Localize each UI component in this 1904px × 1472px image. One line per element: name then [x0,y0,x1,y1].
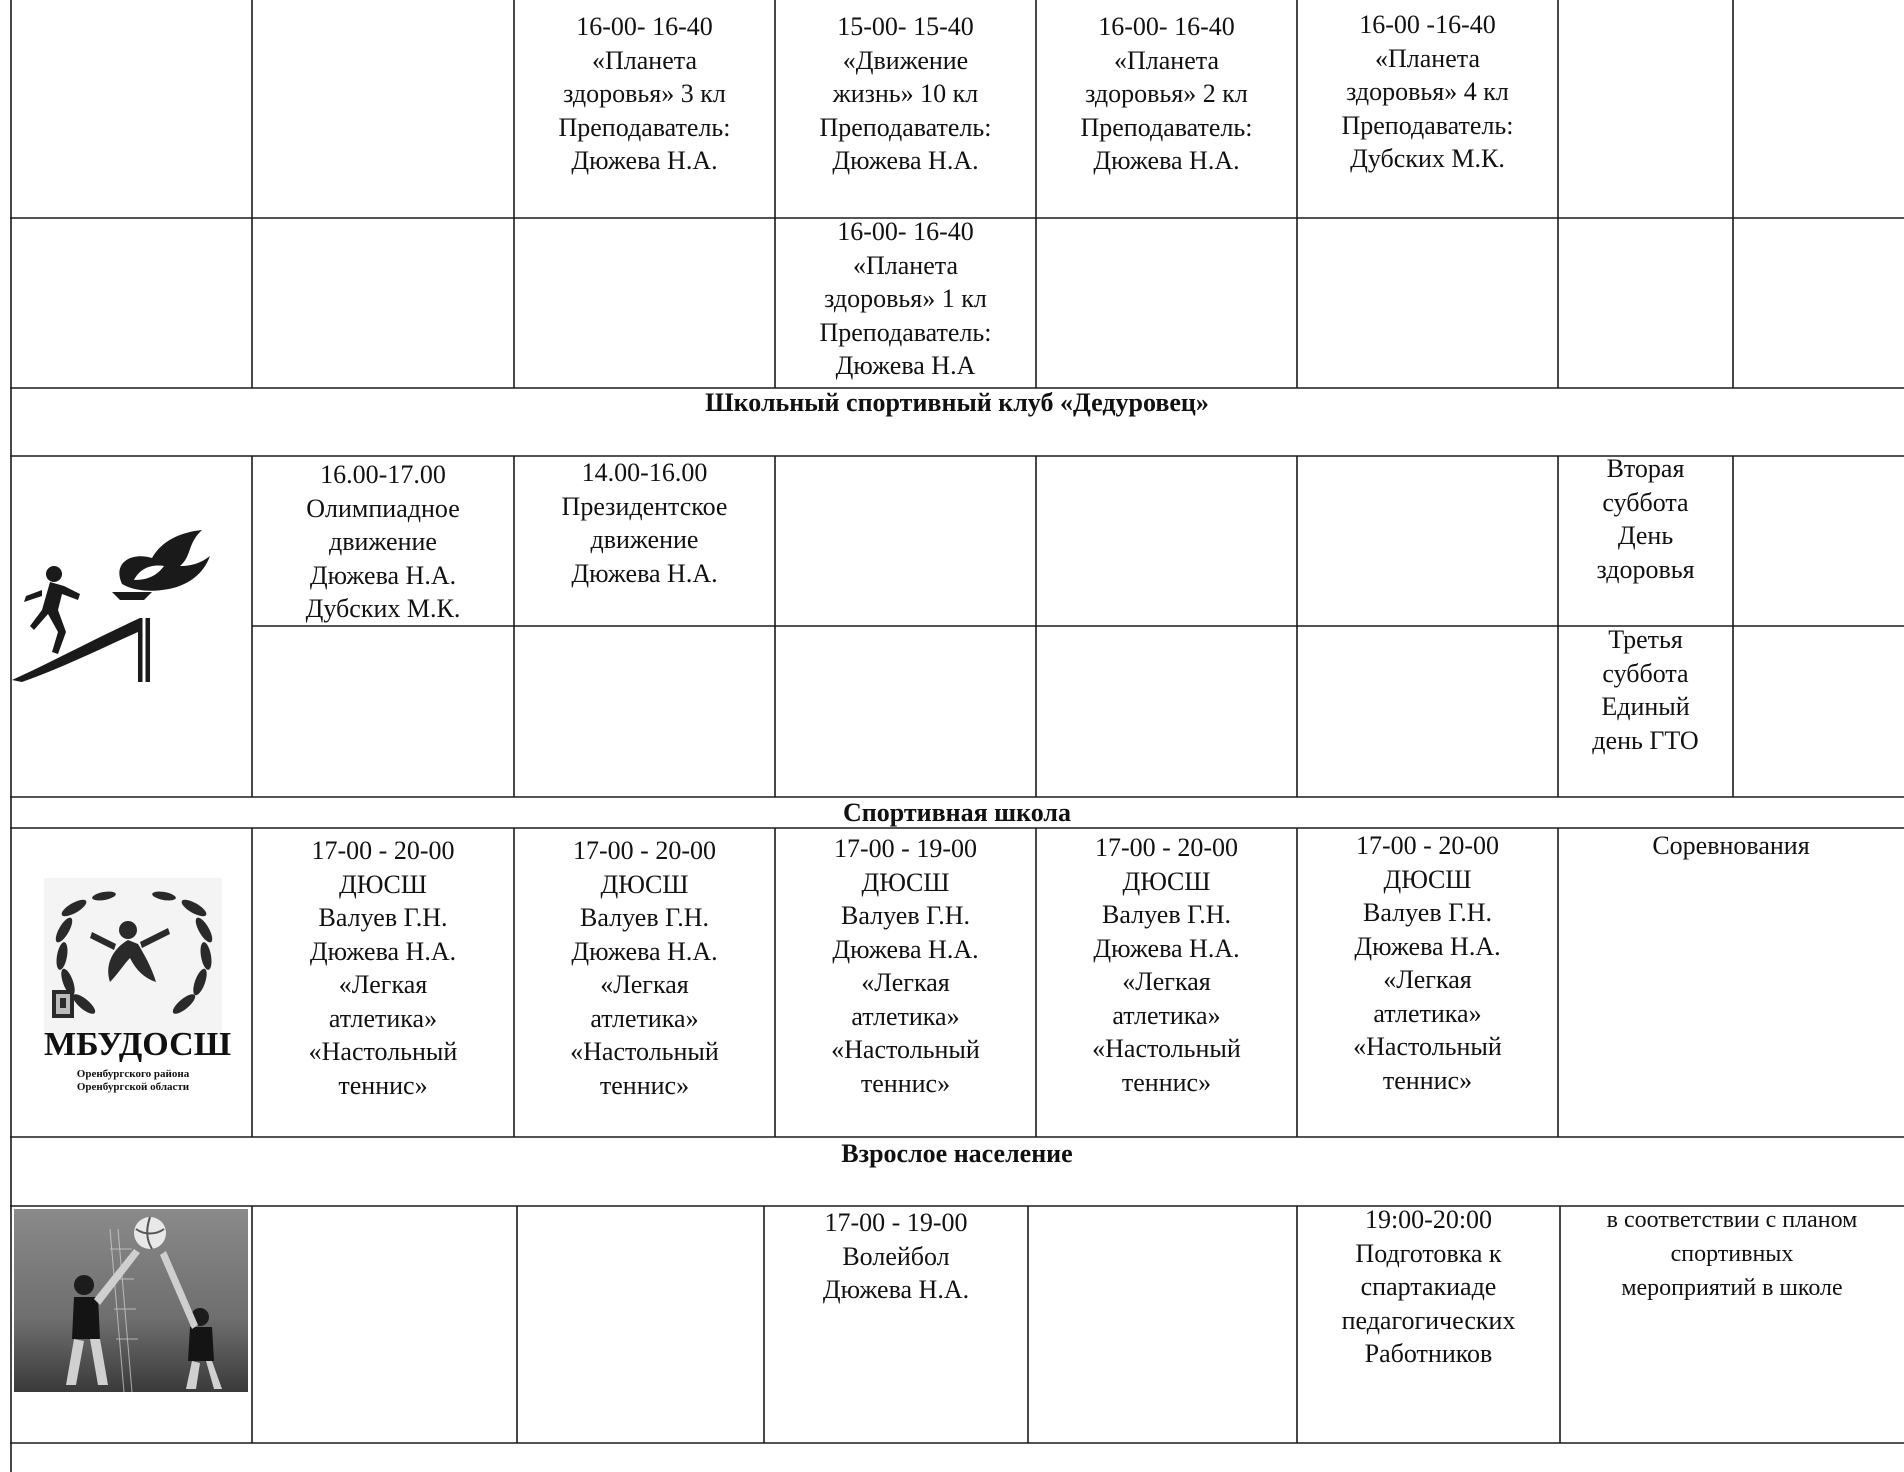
club-col7-bottom-cell: Третья суббота Единый день ГТО [1592,625,1699,755]
sport-school-col3-cell: 17-00 - 20-00 ДЮСШ Валуев Г.Н. Дюжева Н.А. «Легкая атлетика» «Настольный теннис» [570,836,719,1100]
sport-school-logo [44,878,232,1098]
row2-col4-cell: 16-00- 16-40 «Планета здоровья» 1 кл Преподаватель: Дюжева Н.А [819,217,992,380]
club-col7-top-cell: Вторая суббота День здоровья [1596,454,1695,584]
club-col2-cell: 16.00-17.00 Олимпиадное движение Дюжева Н.А. Дубских М.К. [305,460,461,623]
row1-col6-cell: 16-00 -16-40 «Планета здоровья» 4 кл Преподаватель: Дубских М.К. [1341,10,1514,173]
logo-title: МБУДОСШ [44,1026,232,1063]
club-col3-cell: 14.00-16.00 Президентское движение Дюжева Н.А. [561,458,728,588]
section-title-sport-school: Спортивная школа [842,798,1072,827]
sport-school-col5-cell: 17-00 - 20-00 ДЮСШ Валуев Г.Н. Дюжева Н.А. «Легкая атлетика» «Настольный теннис» [1092,833,1241,1097]
sport-school-col7-cell: Соревнования [1652,831,1810,860]
adults-col7-cell: в соответствии с планом спортивных мероприятий в школе [1606,1207,1858,1301]
laurel-figure-icon [44,878,222,1038]
adults-col4-cell: 17-00 - 19-00 Волейбол Дюжева Н.А. [822,1208,970,1304]
logo-subtitle-2: Оренбургской области [76,1081,190,1093]
runner-torch-icon [12,522,212,684]
volleyball-photo [14,1209,248,1392]
sport-school-col4-cell: 17-00 - 19-00 ДЮСШ Валуев Г.Н. Дюжева Н.А. «Легкая атлетика» «Настольный теннис» [831,834,980,1098]
row1-col4-cell: 15-00- 15-40 «Движение жизнь» 10 кл Преподаватель: Дюжева Н.А. [819,12,992,175]
row1-col5-cell: 16-00- 16-40 «Планета здоровья» 2 кл Преподаватель: Дюжева Н.А. [1080,12,1253,175]
row1-col3-cell: 16-00- 16-40 «Планета здоровья» 3 кл Преподаватель: Дюжева Н.А. [558,12,731,175]
logo-subtitle-1: Оренбургского района [76,1068,190,1080]
sport-school-col2-cell: 17-00 - 20-00 ДЮСШ Валуев Г.Н. Дюжева Н.А. «Легкая атлетика» «Настольный теннис» [308,836,458,1100]
sport-school-col6-cell: 17-00 - 20-00 ДЮСШ Валуев Г.Н. Дюжева Н.А. «Легкая атлетика» «Настольный теннис» [1353,831,1502,1095]
adults-col6-cell: 19:00-20:00 Подготовка к спартакиаде педагогических Работников [1341,1205,1516,1368]
section-title-adults: Взрослое население [841,1139,1073,1168]
section-title-club: Школьный спортивный клуб «Дедуровец» [705,388,1209,417]
